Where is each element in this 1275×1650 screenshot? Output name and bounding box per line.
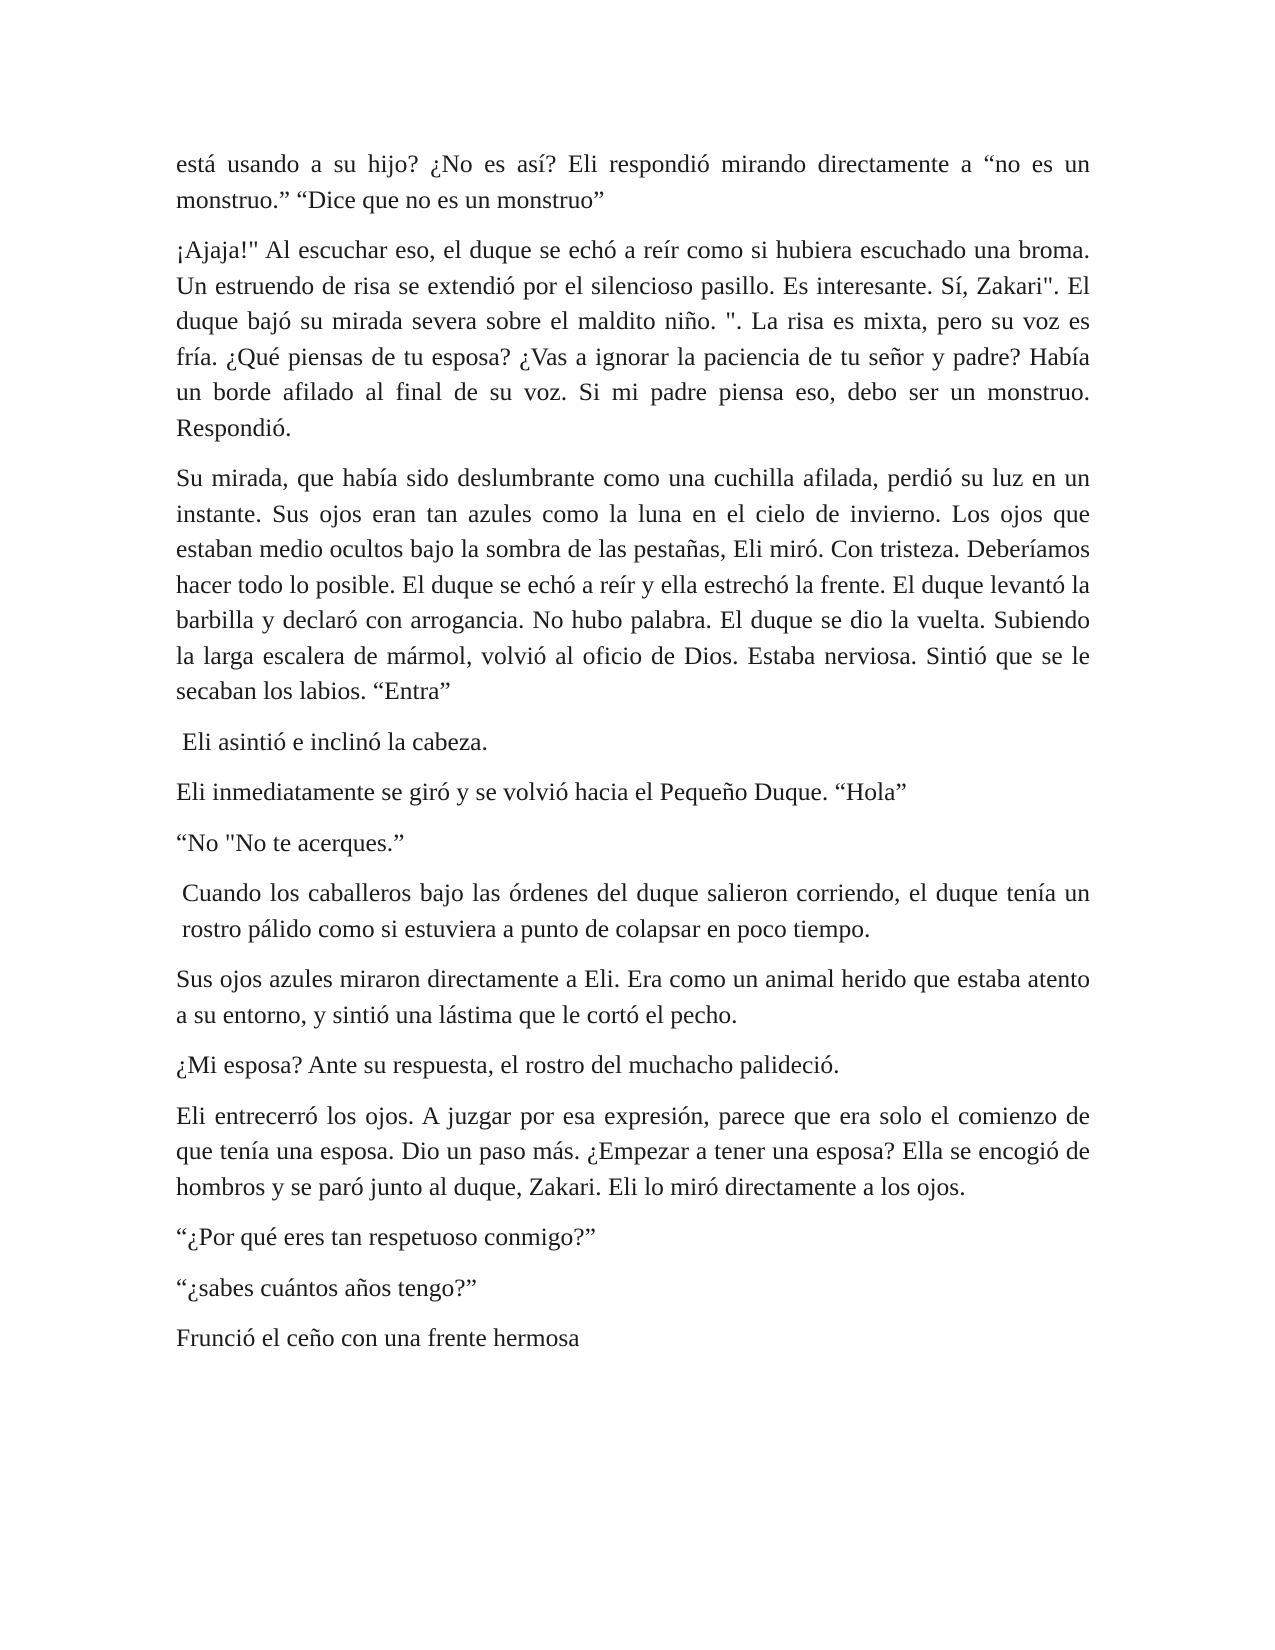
paragraph: Eli inmediatamente se giró y se volvió hacia el Pequeño Duque. “Hola”	[176, 777, 907, 806]
paragraph: Sus ojos azules miraron directamente a Eli. Era como un animal herido que estaba atento a su entorno, y sintió una lástima que le cortó el pecho.	[176, 964, 1090, 1029]
paragraph: ¿Mi esposa? Ante su respuesta, el rostro del muchacho palideció.	[176, 1050, 840, 1079]
paragraph: Frunció el ceño con una frente hermosa	[176, 1323, 580, 1352]
paragraph: Eli entrecerró los ojos. A juzgar por esa expresión, parece que era solo el comienzo de que tenía una esposa. Dio un paso más. ¿Empezar a tener una esposa? Ella se encogió de hombros y se paró junto al duque, Zakari. Eli lo miró directamente a los ojos.	[176, 1100, 1090, 1201]
paragraph: “¿sabes cuántos años tengo?”	[176, 1272, 477, 1302]
paragraph: “No "No te acerques.”	[176, 827, 405, 857]
paragraph: está usando a su hijo? ¿No es así? Eli respondió mirando directamente a “no es un monstruo.” “Dice que no es un monstruo”	[176, 149, 1090, 214]
paragraph: Eli asintió e inclinó la cabeza.	[182, 726, 488, 756]
paragraph: “¿Por qué eres tan respetuoso conmigo?”	[176, 1222, 596, 1251]
paragraph: Cuando los caballeros bajo las órdenes del duque salieron corriendo, el duque tenía un rostro pálido como si estuviera a punto de colapsar en poco tiempo.	[182, 878, 1090, 943]
document-body	[176, 146, 1090, 1371]
paragraph: Su mirada, que había sido deslumbrante como una cuchilla afilada, perdió su luz en un instante. Sus ojos eran tan azules como la luna en el cielo de invierno. Los ojos que estaban medio ocultos bajo la sombra de las pestañas, Eli miró. Con tristeza. Deberíamos hacer todo lo posible. El duque se echó a reír y ella estrechó la frente. El duque levantó la barbilla y declaró con arrogancia. No hubo palabra. El duque se dio la vuelta. Subiendo la larga escalera de mármol, volvió al oficio de Dios. Estaba nerviosa. Sintió que se le secaban los labios. “Entra”	[176, 463, 1090, 705]
paragraph: ¡Ajaja!" Al escuchar eso, el duque se echó a reír como si hubiera escuchado una broma. Un estruendo de risa se extendió por el silencioso pasillo. Es interesante. Sí, Zakari". El duque bajó su mirada severa sobre el maldito niño. ". La risa es mixta, pero su voz es fría. ¿Qué piensas de tu esposa? ¿Vas a ignorar la paciencia de tu señor y padre? Había un borde afilado al final de su voz. Si mi padre piensa eso, debo ser un monstruo. Respondió.	[176, 235, 1090, 442]
